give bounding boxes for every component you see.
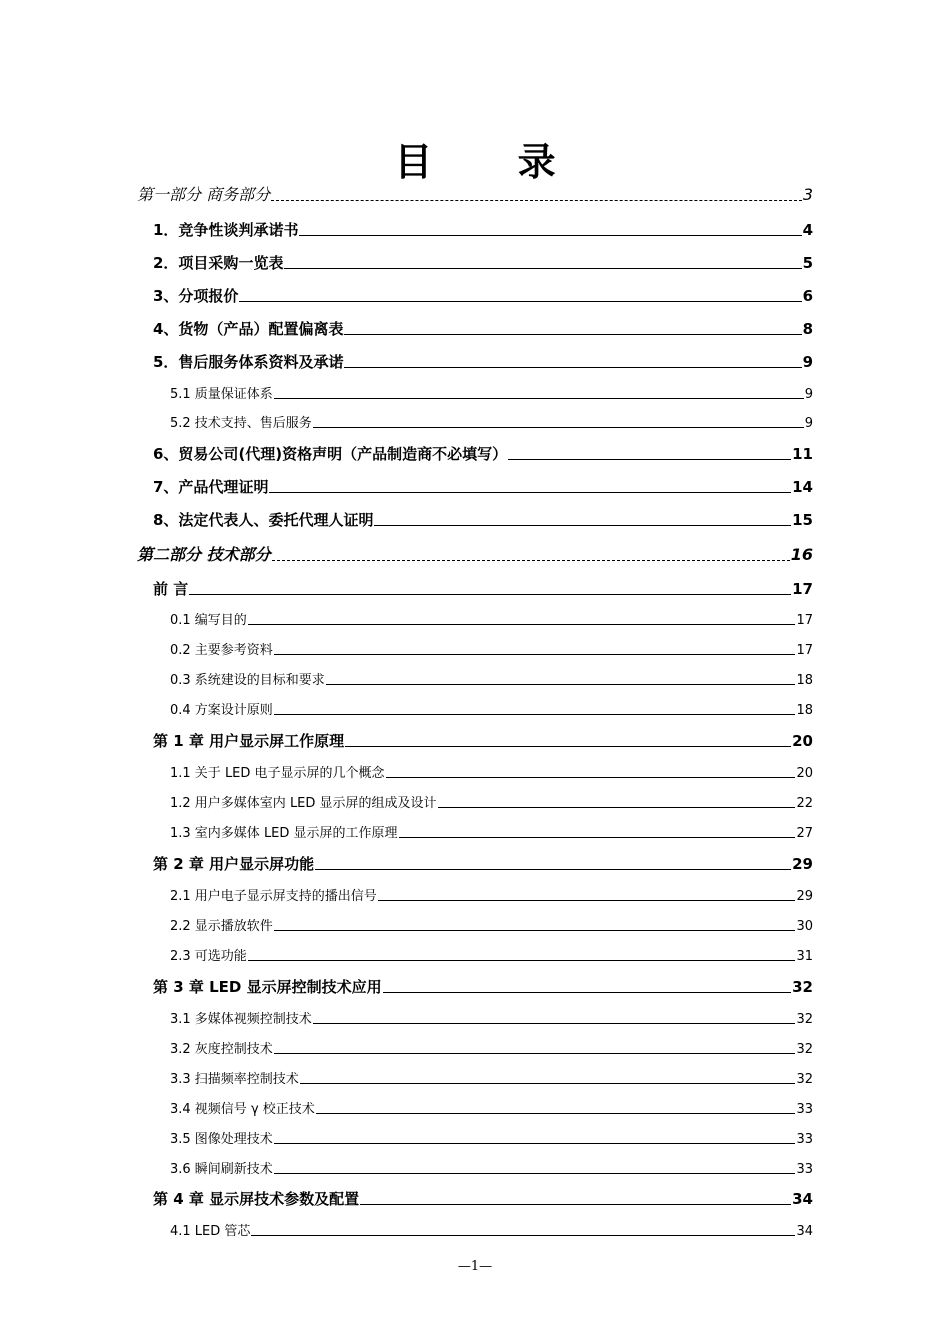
toc-part-entry[interactable] bbox=[137, 542, 813, 565]
toc-subentry[interactable] bbox=[170, 822, 813, 841]
toc-entry-label: 3.5 图像处理技术 bbox=[170, 1132, 273, 1147]
toc-entry-label: 第 4 章 显示屏技术参数及配置 bbox=[153, 1190, 360, 1208]
toc-entry-label: 2.2 显示播放软件 bbox=[170, 919, 273, 934]
toc-leader-line bbox=[378, 900, 796, 901]
toc-entry-label: 2．项目采购一览表 bbox=[153, 254, 284, 272]
toc-leader-line bbox=[344, 367, 801, 368]
page-number-footer: —1— bbox=[457, 1259, 493, 1274]
toc-page-number: 11 bbox=[792, 445, 813, 463]
toc-part-entry[interactable] bbox=[137, 182, 813, 205]
toc-leader-line bbox=[274, 1173, 796, 1174]
toc-entry-label: 3、分项报价 bbox=[153, 287, 239, 305]
toc-leader-line bbox=[383, 992, 792, 993]
toc-page-number: 20 bbox=[792, 732, 813, 750]
toc-leader-line bbox=[360, 1204, 791, 1205]
toc-page-number: 9 bbox=[804, 416, 813, 431]
toc-entry-label: 1．竞争性谈判承诺书 bbox=[153, 221, 299, 239]
toc-leader-line bbox=[438, 807, 796, 808]
toc-subentry[interactable] bbox=[170, 1068, 813, 1087]
toc-page-number: 31 bbox=[796, 949, 813, 964]
toc-leader-line bbox=[274, 1053, 796, 1054]
toc-leader-line bbox=[274, 714, 796, 715]
toc-page-number: 17 bbox=[796, 643, 813, 658]
toc-entry-label: 2.3 可选功能 bbox=[170, 949, 247, 964]
toc-page-number: 33 bbox=[796, 1162, 813, 1177]
toc-entry-label: 0.3 系统建设的目标和要求 bbox=[170, 673, 325, 688]
toc-page-number: 34 bbox=[792, 1190, 813, 1208]
toc-leader-line bbox=[189, 594, 791, 595]
toc-page-number: 30 bbox=[796, 919, 813, 934]
toc-entry[interactable] bbox=[153, 1188, 813, 1209]
toc-entry[interactable] bbox=[153, 853, 813, 874]
toc-subentry[interactable] bbox=[170, 885, 813, 904]
toc-leader-line bbox=[251, 1235, 795, 1236]
toc-entry-label: 5.1 质量保证体系 bbox=[170, 387, 273, 402]
toc-subentry[interactable] bbox=[170, 1038, 813, 1057]
toc-entry-label: 8、法定代表人、委托代理人证明 bbox=[153, 511, 374, 529]
toc-page-number: 22 bbox=[796, 796, 813, 811]
toc-subentry[interactable] bbox=[170, 412, 813, 431]
toc-entry-label: 3.1 多媒体视频控制技术 bbox=[170, 1012, 312, 1027]
toc-page-number: 29 bbox=[792, 855, 813, 873]
toc-page-number: 33 bbox=[796, 1102, 813, 1117]
toc-subentry[interactable] bbox=[170, 762, 813, 781]
toc-entry[interactable] bbox=[153, 730, 813, 751]
toc-page-number: 14 bbox=[792, 478, 813, 496]
toc-leader-line bbox=[345, 746, 791, 747]
toc-subentry[interactable] bbox=[170, 383, 813, 402]
toc-page-number: 5 bbox=[802, 254, 813, 272]
toc-entry-label: 1.2 用户多媒体室内 LED 显示屏的组成及设计 bbox=[170, 796, 437, 811]
toc-leader-line bbox=[274, 1143, 796, 1144]
toc-entry-label: 第 1 章 用户显示屏工作原理 bbox=[153, 732, 345, 750]
toc-leader-line bbox=[274, 654, 796, 655]
toc-leader-line bbox=[248, 624, 796, 625]
toc-leader-line bbox=[299, 235, 801, 236]
toc-page-number: 27 bbox=[796, 826, 813, 841]
toc-entry[interactable] bbox=[153, 578, 813, 599]
toc-leader-line bbox=[300, 1083, 796, 1084]
toc-page-number: 32 bbox=[792, 978, 813, 996]
toc-entry-label: 1.3 室内多媒体 LED 显示屏的工作原理 bbox=[170, 826, 398, 841]
toc-entry-label: 第一部分 商务部分 bbox=[137, 185, 271, 204]
toc-subentry[interactable] bbox=[170, 915, 813, 934]
toc-page-number: 18 bbox=[796, 703, 813, 718]
toc-leader-line bbox=[274, 930, 796, 931]
toc-leader-line bbox=[274, 398, 804, 399]
toc-entry-label: 6、贸易公司(代理)资格声明（产品制造商不必填写） bbox=[153, 445, 508, 463]
toc-entry-label: 前 言 bbox=[153, 580, 189, 598]
toc-page-number: 17 bbox=[792, 580, 813, 598]
toc-entry-label: 3.3 扫描频率控制技术 bbox=[170, 1072, 299, 1087]
toc-page-number: 32 bbox=[796, 1012, 813, 1027]
toc-subentry[interactable] bbox=[170, 699, 813, 718]
toc-entry-label: 0.4 方案设计原则 bbox=[170, 703, 273, 718]
toc-leader-line bbox=[269, 492, 791, 493]
toc-page-number: 34 bbox=[796, 1224, 813, 1239]
toc-page-number: 8 bbox=[802, 320, 813, 338]
toc-page-number: 9 bbox=[802, 353, 813, 371]
toc-leader-line bbox=[316, 1113, 796, 1114]
toc-page-number: 9 bbox=[804, 387, 813, 402]
toc-entry-label: 2.1 用户电子显示屏支持的播出信号 bbox=[170, 889, 377, 904]
toc-entry[interactable] bbox=[153, 476, 813, 497]
toc-subentry[interactable] bbox=[170, 669, 813, 688]
toc-entry-label: 3.2 灰度控制技术 bbox=[170, 1042, 273, 1057]
toc-entry[interactable] bbox=[153, 285, 813, 306]
toc-page-number: 32 bbox=[796, 1042, 813, 1057]
toc-subentry[interactable] bbox=[170, 639, 813, 658]
toc-subentry[interactable] bbox=[170, 792, 813, 811]
toc-leader-line bbox=[508, 459, 791, 460]
toc-subentry[interactable] bbox=[170, 1128, 813, 1147]
toc-entry-label: 3.6 瞬间刷新技术 bbox=[170, 1162, 273, 1177]
toc-subentry[interactable] bbox=[170, 945, 813, 964]
toc-leader-line bbox=[272, 560, 790, 561]
toc-page-number: 18 bbox=[796, 673, 813, 688]
page-title: 目 录 bbox=[394, 140, 592, 184]
toc-page-number: 3 bbox=[802, 185, 813, 204]
toc-entry-label: 1.1 关于 LED 电子显示屏的几个概念 bbox=[170, 766, 385, 781]
toc-entry-label: 5．售后服务体系资料及承诺 bbox=[153, 353, 344, 371]
toc-entry[interactable] bbox=[153, 443, 813, 464]
toc-leader-line bbox=[239, 301, 801, 302]
toc-leader-line bbox=[271, 200, 802, 201]
toc-entry[interactable] bbox=[153, 509, 813, 530]
toc-entry-label: 第 3 章 LED 显示屏控制技术应用 bbox=[153, 978, 382, 996]
toc-page-number: 6 bbox=[802, 287, 813, 305]
toc-entry-label: 0.2 主要参考资料 bbox=[170, 643, 273, 658]
toc-leader-line bbox=[315, 869, 791, 870]
toc-page-number: 15 bbox=[792, 511, 813, 529]
toc-page-number: 20 bbox=[796, 766, 813, 781]
toc-leader-line bbox=[313, 1023, 796, 1024]
toc-entry-label: 5.2 技术支持、售后服务 bbox=[170, 416, 312, 431]
toc-leader-line bbox=[313, 427, 804, 428]
toc-subentry[interactable] bbox=[170, 1098, 813, 1117]
toc-page-number: 33 bbox=[796, 1132, 813, 1147]
toc-entry-label: 4、货物（产品）配置偏离表 bbox=[153, 320, 344, 338]
toc-entry-label: 第 2 章 用户显示屏功能 bbox=[153, 855, 315, 873]
toc-entry[interactable] bbox=[153, 219, 813, 240]
toc-leader-line bbox=[344, 334, 801, 335]
toc-leader-line bbox=[248, 960, 796, 961]
toc-page-number: 16 bbox=[790, 545, 813, 564]
toc-entry[interactable] bbox=[153, 976, 813, 997]
toc-leader-line bbox=[326, 684, 796, 685]
toc-entry[interactable] bbox=[153, 252, 813, 273]
toc-leader-line bbox=[399, 837, 796, 838]
toc-leader-line bbox=[284, 268, 801, 269]
toc-page-number: 32 bbox=[796, 1072, 813, 1087]
toc-subentry[interactable] bbox=[170, 1220, 813, 1239]
toc-page-number: 29 bbox=[796, 889, 813, 904]
toc-subentry[interactable] bbox=[170, 609, 813, 628]
toc-entry-label: 4.1 LED 管芯 bbox=[170, 1224, 251, 1239]
toc-entry[interactable] bbox=[153, 318, 813, 339]
toc-entry-label: 0.1 编写目的 bbox=[170, 613, 247, 628]
toc-entry-label: 7、产品代理证明 bbox=[153, 478, 269, 496]
toc-page-number: 4 bbox=[802, 221, 813, 239]
toc-entry[interactable] bbox=[153, 351, 813, 372]
toc-subentry[interactable] bbox=[170, 1008, 813, 1027]
toc-page-number: 17 bbox=[796, 613, 813, 628]
toc-leader-line bbox=[386, 777, 796, 778]
toc-leader-line bbox=[374, 525, 791, 526]
toc-entry-label: 3.4 视频信号 γ 校正技术 bbox=[170, 1102, 315, 1117]
toc-entry-label: 第二部分 技术部分 bbox=[137, 545, 271, 564]
toc-subentry[interactable] bbox=[170, 1158, 813, 1177]
